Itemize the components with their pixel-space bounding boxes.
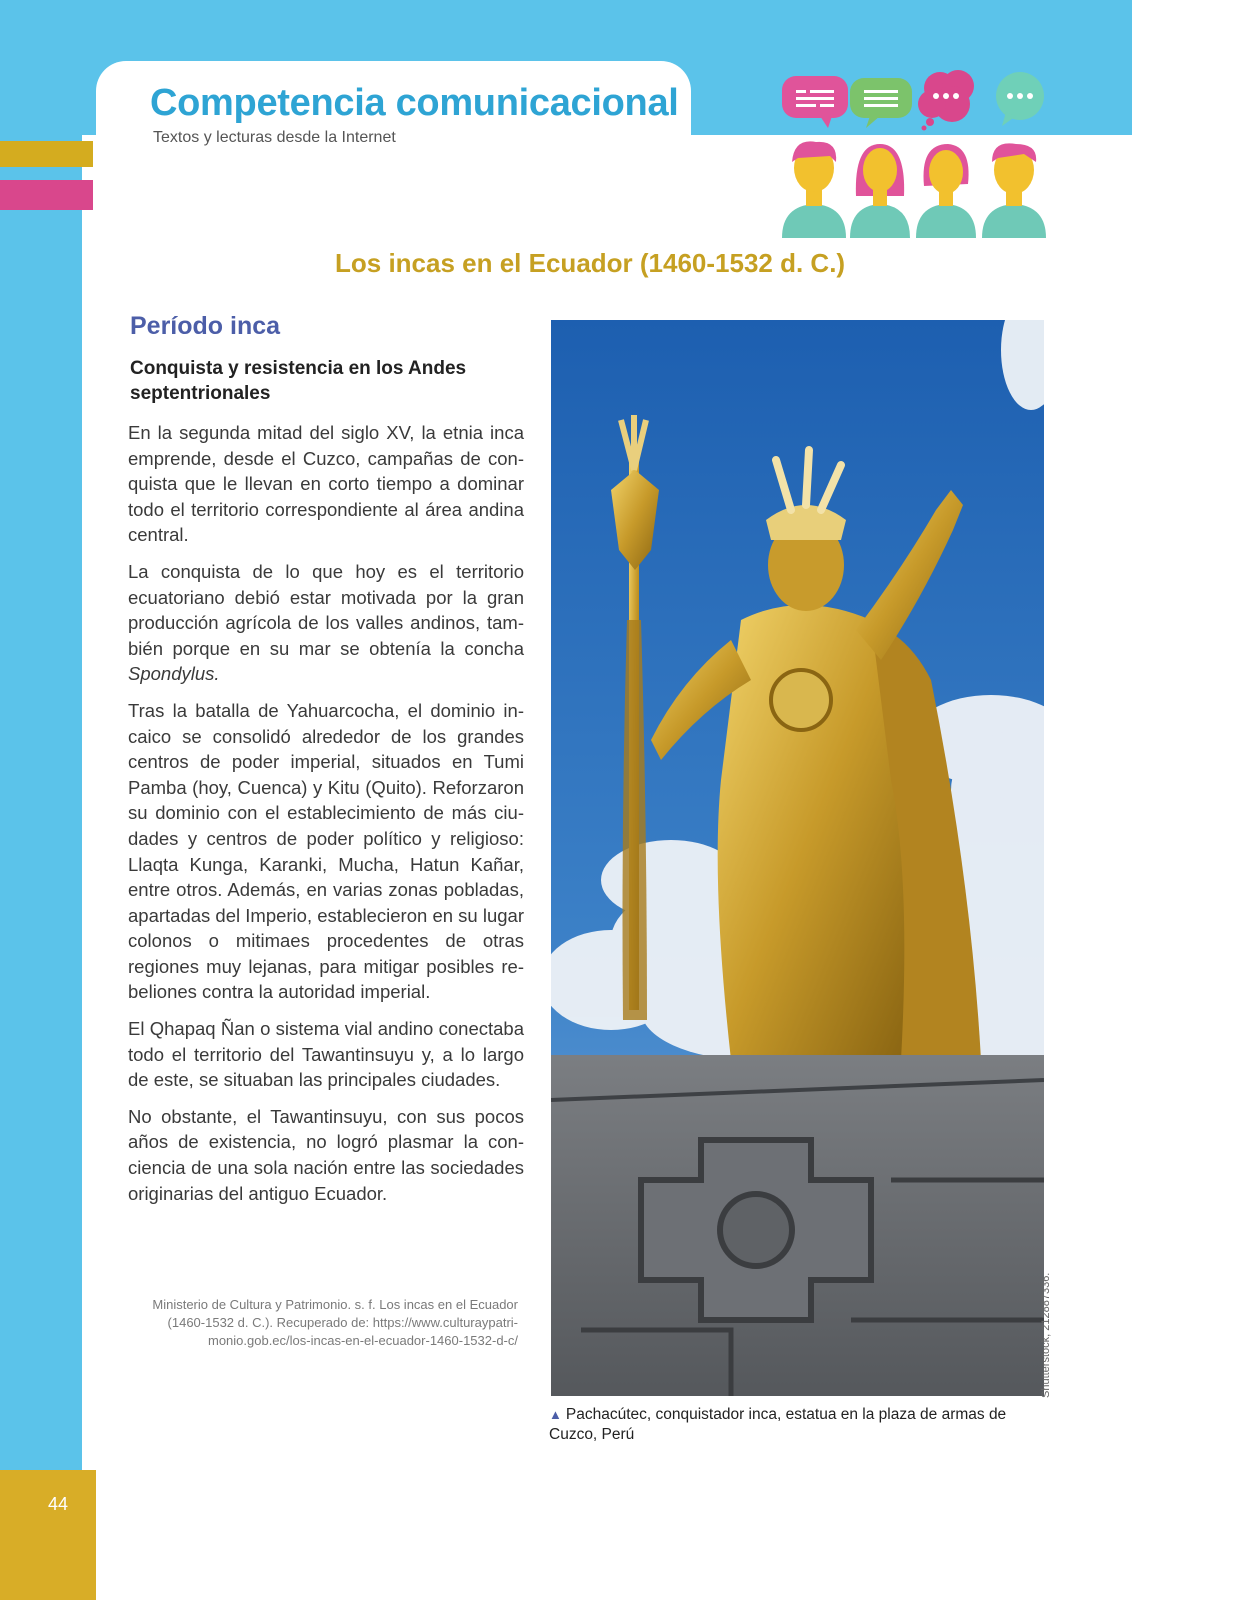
pink-stripe (0, 180, 93, 210)
speech-bubble-teal-icon (996, 72, 1044, 126)
speech-bubble-pink-icon (782, 76, 848, 128)
article-subheading: Conquista y resistencia en los Andes septentrionales (130, 358, 467, 404)
caption-text: Pachacútec, conquistador inca, estatua en la plaza de armas de Cuzco, Perú (549, 1406, 1007, 1443)
paragraph-4: El Qhapaq Ñan o sistema vial andino conectaba todo el territorio del Tawantinsuyu y, a lo largo de este, se situaban las principales ciudades. (128, 1018, 524, 1091)
header-title: Competencia comunicacional (150, 82, 679, 124)
page-number-box (0, 1470, 96, 1600)
people-avatars-icon (782, 141, 1046, 238)
communication-illustration (780, 66, 1050, 241)
paragraph-2-text: La conquista de lo que hoy es el territorio ecuatoriano debió estar motivada por la gran producción agrícola de los valles andinos, también porque en su mar se obtenía la concha (128, 560, 524, 659)
photo-caption (549, 1405, 1019, 1445)
paragraph-1: En la segunda mitad del siglo XV, la etnia inca emprende, desde el Cuzco, campañas de conquista que le llevan en corto tiempo a dominar todo el territorio correspondiente al área andina central. (128, 422, 524, 546)
thought-bubble-pink-icon (918, 70, 974, 131)
header-subtitle: Textos y lecturas desde la Internet (153, 129, 396, 146)
yellow-stripe (0, 141, 93, 167)
paragraph-5: No obstante, el Tawantinsuyu, con sus pocos años de existencia, no logró plasmar la conciencia de una sola nación entre las sociedades originarias del antiguo Ecuador. (128, 1105, 524, 1204)
species-name: Spondylus. (128, 663, 220, 685)
paragraph-3: Tras la batalla de Yahuarcocha, el dominio incaico se consolidó alrededor de los grandes centros de poder imperial, situados en Tumi Pamba (hoy, Cuenca) y Kitu (Quito). Reforzaron su dominio con el establecimiento de más ciudades y centros de poder político y religioso: Llaqta Kunga, Karanki, Mucha, Hatun Kañar, entre otros. Además, en varias zonas pobladas, apartadas del Imperio, establecieron en su lugar colonos o mitimaes procedentes de otras regiones muy lejanas, para mitigar posibles rebeliones contra la autoridad imperial. (128, 699, 524, 1003)
statue-photo (551, 320, 1044, 1396)
source-citation: Ministerio de Cultura y Patrimonio. s. f. Los incas en el Ecuador (1460-1532 d. C.). Recuperado de: https://www.culturaypatrimonio.gob.ec/los-incas-en-el-ecuador-1460-1532-d-c/ (152, 1297, 518, 1348)
section-title: Los incas en el Ecuador (1460-1532 d. C.) (335, 248, 846, 278)
photo-credit: Shutterstock, 212887336. (1040, 1272, 1052, 1398)
paragraph-2 (128, 559, 524, 687)
page-margin (1132, 0, 1236, 1600)
speech-bubble-green-icon (850, 78, 912, 128)
left-color-band (0, 0, 82, 1505)
article-body (128, 420, 524, 1217)
page-number: 44 (48, 1494, 69, 1514)
article-heading: Período inca (130, 312, 281, 340)
triangle-icon: ▲ (549, 1407, 562, 1422)
